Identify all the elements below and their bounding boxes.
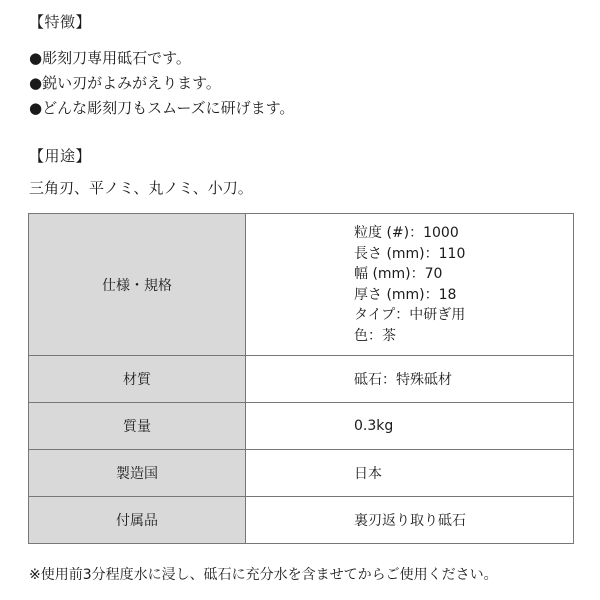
spec-row-material — [29, 356, 574, 403]
spec-row-country — [29, 450, 574, 497]
spec-value-width: 幅 (mm)：70 — [354, 266, 443, 282]
spec-row-accessories — [29, 497, 574, 544]
spec-key: 製造国 — [29, 450, 246, 497]
spec-value-type: タイプ：中研ぎ用 — [354, 307, 466, 323]
spec-key: 付属品 — [29, 497, 246, 544]
feature-item: ●彫刻刀専用砥石です。 — [29, 49, 191, 67]
spec-value-color: 色：茶 — [354, 327, 396, 344]
usage-heading: 【用途】 — [29, 147, 92, 165]
spec-key: 質量 — [29, 403, 246, 450]
features-heading: 【特徴】 — [29, 13, 92, 31]
spec-value-grit: 粒度 (#)：1000 — [354, 225, 459, 241]
spec-value-thickness: 厚さ (mm)：18 — [354, 286, 457, 303]
spec-value: 0.3kg — [246, 403, 574, 450]
spec-value: 日本 — [246, 450, 574, 497]
usage-footnote: ※使用前3分程度水に浸し、砥石に充分水を含ませてからご使用ください。 — [29, 567, 498, 583]
spec-value-length: 長さ (mm)：110 — [354, 245, 466, 262]
usage-text: 三角刃、平ノミ、丸ノミ、小刀。 — [29, 179, 253, 197]
feature-item: ●鋭い刃がよみがえります。 — [29, 74, 221, 92]
spec-value: 砥石：特殊砥材 — [246, 356, 574, 403]
spec-key: 仕様・規格 — [29, 214, 246, 356]
spec-key: 材質 — [29, 356, 246, 403]
spec-value: 裏刃返り取り砥石 — [246, 497, 574, 544]
spec-value-cell — [246, 214, 574, 356]
spec-table — [28, 213, 574, 544]
spec-row-specification — [29, 214, 574, 356]
feature-item: ●どんな彫刻刀もスムーズに研げます。 — [29, 99, 295, 117]
spec-row-weight — [29, 403, 574, 450]
